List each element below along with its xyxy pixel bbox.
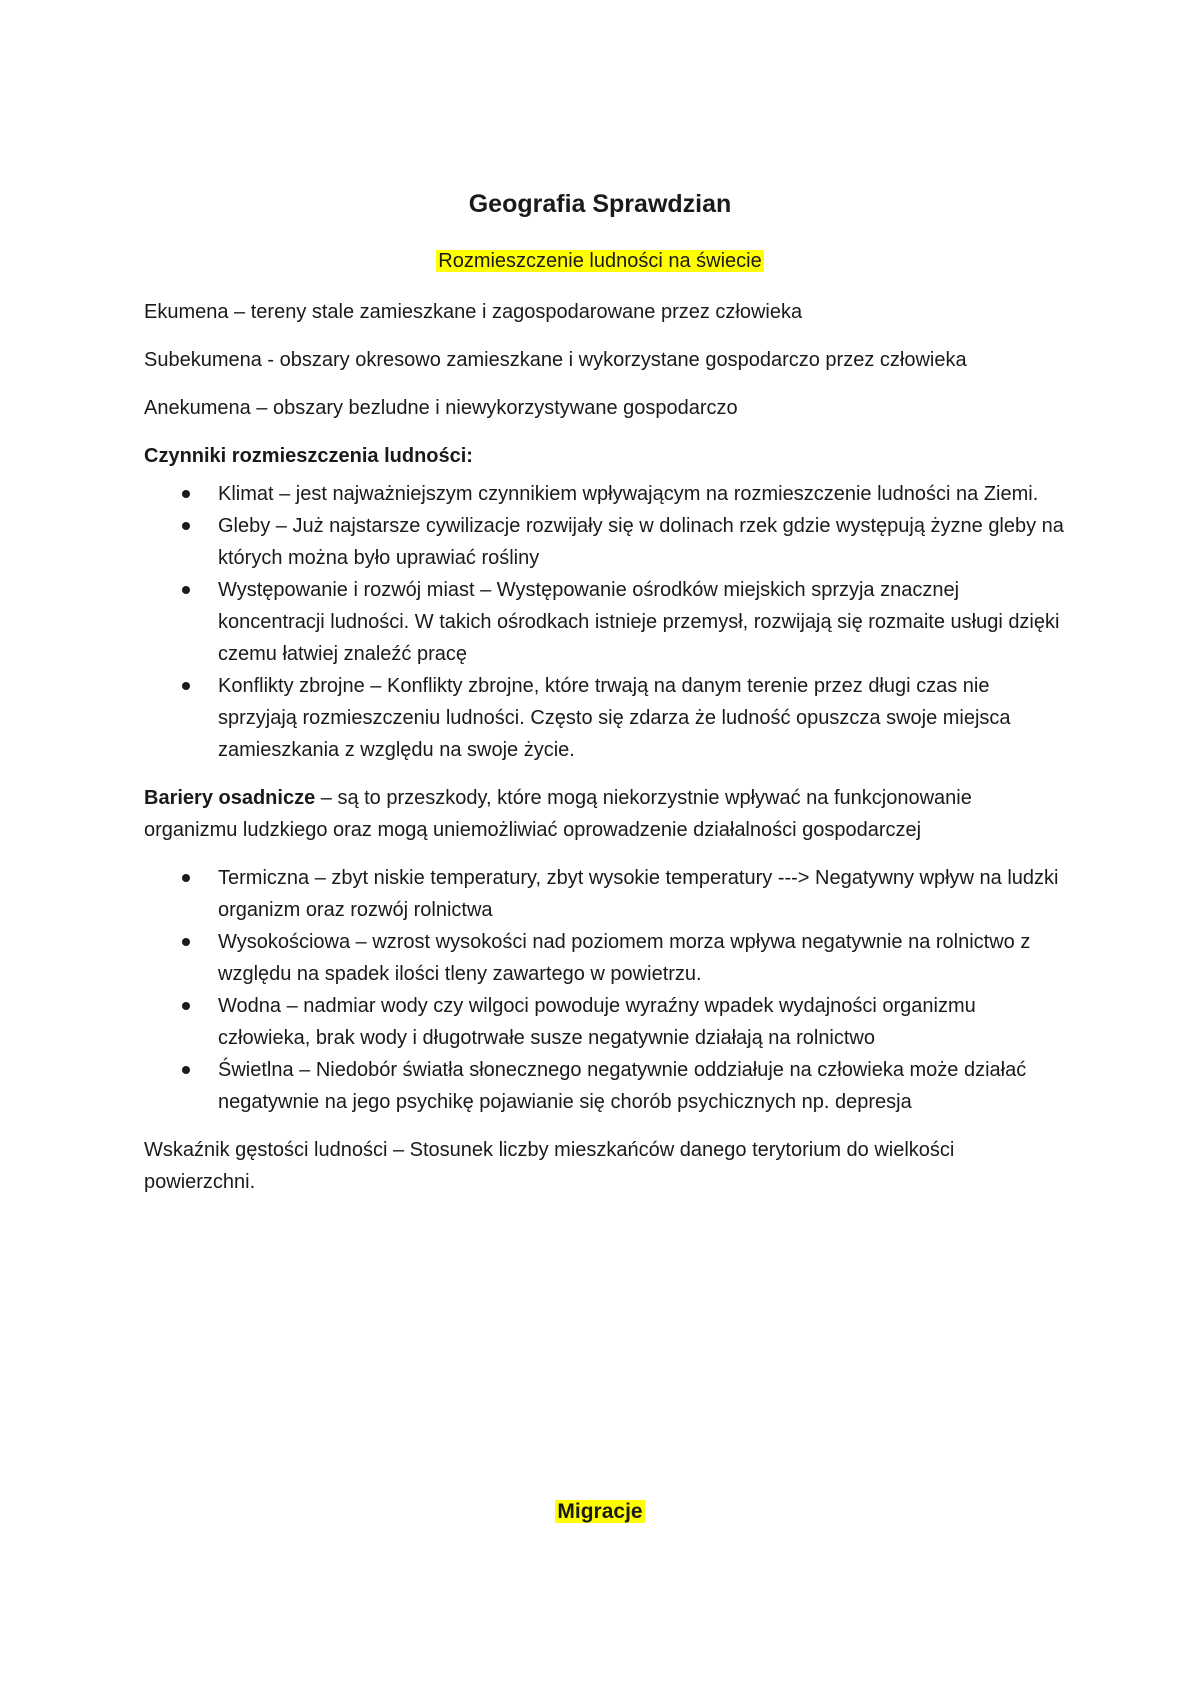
barrier-swietlna: Świetlna – Niedobór światła słonecznego negatywnie oddziałuje na człowieka może działać negatywnie na jego psychikę pojawianie się chorób psychicznych np. depresja — [218, 1059, 1027, 1113]
definition-subekumena: Subekumena - obszary okresowo zamieszkane i wykorzystane gospodarczo przez człowieka — [144, 349, 967, 371]
list-item — [218, 670, 1064, 766]
list-item — [218, 574, 1064, 670]
density-definition: Wskaźnik gęstości ludności – Stosunek liczby mieszkańców danego terytorium do wielkości powierzchni. — [144, 1139, 955, 1193]
factors-heading — [144, 440, 1064, 472]
factors-list — [144, 478, 1064, 766]
factor-klimat: Klimat – jest najważniejszym czynnikiem wpływającym na rozmieszczenie ludności na Ziemi. — [218, 483, 1039, 505]
barriers-paragraph — [144, 782, 1064, 846]
section-heading-migracje: Migracje — [557, 1500, 643, 1523]
barrier-wysokosciowa: Wysokościowa – wzrost wysokości nad poziomem morza wpływa negatywnie na rolnictwo z względu na spadek ilości tleny zawartego w powietrzu. — [218, 931, 1031, 985]
definition-ekumena: Ekumena – tereny stale zamieszkane i zagospodarowane przez człowieka — [144, 301, 803, 323]
bullet-icon — [182, 1066, 190, 1074]
section-heading-rozmieszczenie: Rozmieszczenie ludności na świecie — [438, 250, 762, 272]
list-item — [218, 1054, 1064, 1118]
bullet-icon — [182, 682, 190, 690]
barriers-term: Bariery osadnicze — [144, 787, 316, 809]
list-item — [218, 990, 1064, 1054]
section-heading-migracje-wrap — [0, 1500, 1200, 1524]
factor-miasta: Występowanie i rozwój miast – Występowanie ośrodków miejskich sprzyja znacznej koncentracji ludności. W takich ośrodkach istnieje przemysł, rozwijają się rozmaite usługi dzięki czemu łatwiej znaleźć pracę — [218, 579, 1060, 665]
barriers-list — [144, 862, 1064, 1118]
document-body — [144, 296, 1064, 1214]
barrier-wodna: Wodna – nadmiar wody czy wilgoci powoduje wyraźny wpadek wydajności organizmu człowieka, brak wody i długotrwałe susze negatywnie działają na rolnictwo — [218, 995, 976, 1049]
barrier-termiczna: Termiczna – zbyt niskie temperatury, zbyt wysokie temperatury ---> Negatywny wpływ na ludzki organizm oraz rozwój rolnictwa — [218, 867, 1059, 921]
factor-gleby: Gleby – Już najstarsze cywilizacje rozwijały się w dolinach rzek gdzie występują żyzne gleby na których można było uprawiać rośliny — [218, 515, 1064, 569]
list-item — [218, 926, 1064, 990]
document-title: Geografia Sprawdzian — [468, 190, 732, 218]
bullet-icon — [182, 522, 190, 530]
bullet-icon — [182, 1002, 190, 1010]
list-item — [218, 510, 1064, 574]
factor-konflikty: Konflikty zbrojne – Konflikty zbrojne, które trwają na danym terenie przez długi czas nie sprzyjają rozmieszczeniu ludności. Często się zdarza że ludność opuszcza swoje miejsca zamieszkania z względu na swoje życie. — [218, 675, 1011, 761]
section-heading-wrap — [0, 250, 1200, 273]
list-item — [218, 478, 1064, 510]
bullet-icon — [182, 938, 190, 946]
definition-anekumena: Anekumena – obszary bezludne i niewykorzystywane gospodarczo — [144, 397, 738, 419]
barriers-definition: – są to przeszkody, które mogą niekorzystnie wpływać na funkcjonowanie organizmu ludzkiego oraz mogą uniemożliwiać oprowadzenie działalności gospodarczej — [144, 787, 972, 841]
bullet-icon — [182, 490, 190, 498]
list-item — [218, 862, 1064, 926]
bullet-icon — [182, 874, 190, 882]
bullet-icon — [182, 586, 190, 594]
factors-heading-text: Czynniki rozmieszczenia ludności: — [144, 445, 473, 467]
